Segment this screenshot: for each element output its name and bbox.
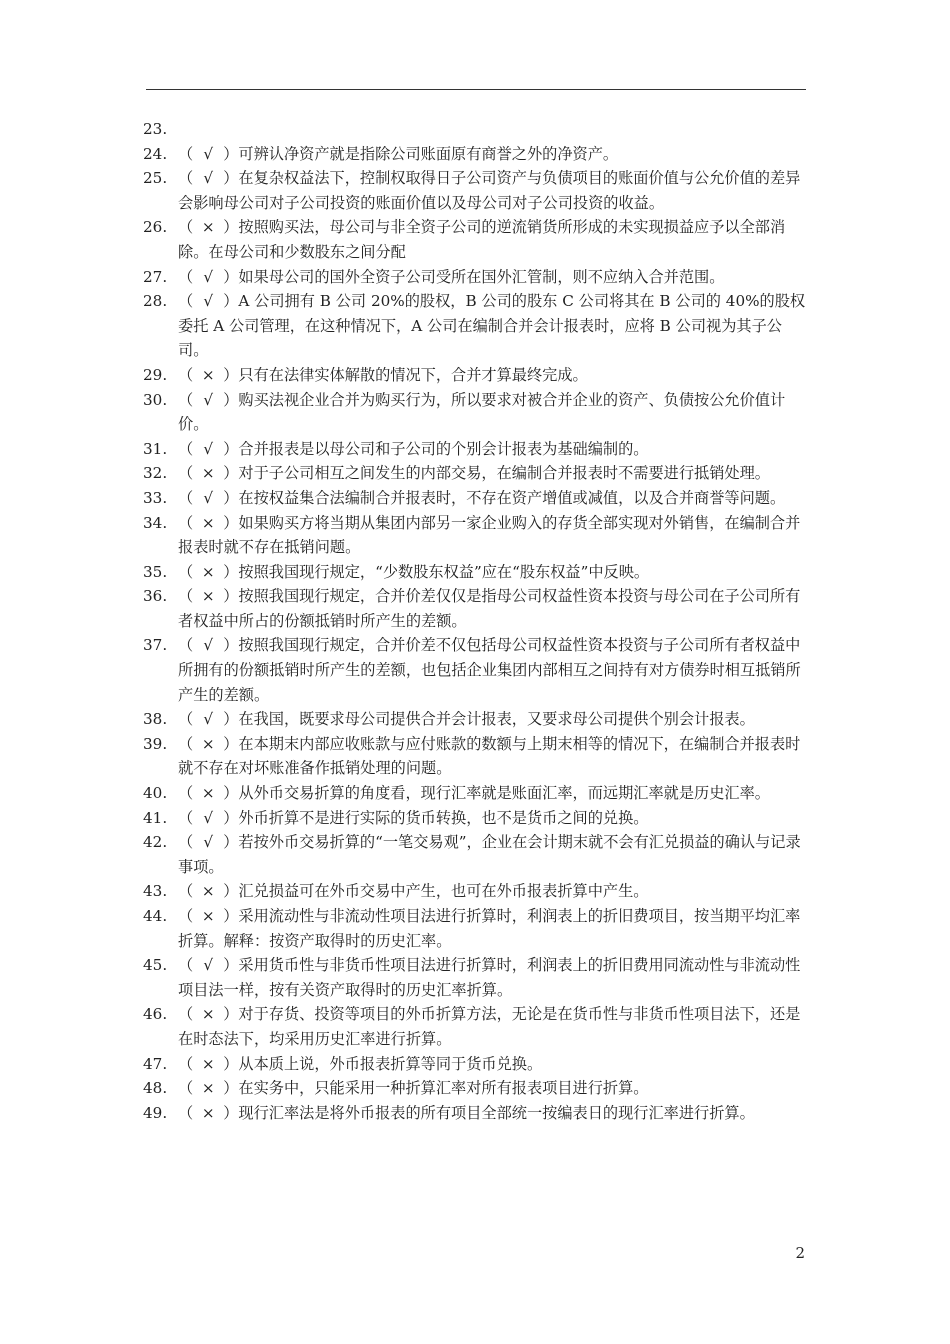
answer-mark: （ √ ） [178,806,238,831]
item-text: 在按权益集合法编制合并报表时，不存在资产增值或减值，以及合并商誉等问题。 [238,488,786,507]
answer-mark: （ × ） [178,1076,238,1101]
item-number: 36. [143,587,168,606]
item-text: 对于子公司相互之间发生的内部交易，在编制合并报表时不需要进行抵销处理。 [238,464,770,483]
item-text: 从本质上说，外币报表折算等同于货币兑换。 [238,1054,543,1073]
item-number: 37. [143,636,168,655]
item-body [178,584,809,633]
item-number: 33. [143,488,168,507]
answer-mark: （ √ ） [178,830,238,855]
item-text: 外币折算不是进行实际的货币转换，也不是货币之间的兑换。 [238,808,649,827]
list-item [143,879,809,904]
item-body [178,486,809,511]
answer-mark: （ √ ） [178,166,238,191]
answer-symbol: × [201,1103,215,1122]
list-item [143,117,809,142]
item-text: 合并报表是以母公司和子公司的个别会计报表为基础编制的。 [238,439,649,458]
answer-mark: （ × ） [178,904,238,929]
item-body [178,560,809,585]
list-item [143,437,809,462]
answer-symbol: √ [203,808,214,827]
list-item [143,584,809,633]
list-item [143,633,809,707]
answer-mark: （ √ ） [178,707,238,732]
list-item [143,363,809,388]
answer-mark: （ √ ） [178,486,238,511]
item-number: 43. [143,882,168,901]
list-item [143,1002,809,1051]
item-body [178,511,809,560]
answer-symbol: × [201,464,215,483]
answer-symbol: √ [203,956,214,975]
page-number: 2 [795,1244,805,1262]
item-number: 28. [143,292,168,311]
item-body [178,633,809,707]
answer-mark: （ × ） [178,879,238,904]
item-number: 34. [143,513,168,532]
item-body [178,953,809,1002]
answer-symbol: √ [203,488,214,507]
item-text: 在复杂权益法下，控制权取得日子公司资产与负债项目的账面价值与公允价值的差异会影响母公司对子公司投资的账面价值以及母公司对子公司投资的收益。 [178,169,801,212]
item-number: 30. [143,390,168,409]
list-item [143,806,809,831]
item-number: 44. [143,907,168,925]
list-item [143,707,809,732]
item-text: 如果母公司的国外全资子公司受所在国外汇管制，则不应纳入合并范围。 [238,267,725,286]
item-number: 25. [143,169,168,188]
item-body [178,265,809,290]
list-item [143,486,809,511]
answer-mark: （ × ） [178,363,238,388]
item-body [178,166,809,215]
answer-mark: （ × ） [178,732,238,757]
item-number: 24. [143,144,168,163]
answer-mark: （ √ ） [178,388,238,413]
item-body [178,461,809,486]
list-item [143,461,809,486]
answer-symbol: × [201,587,215,606]
item-body [178,289,809,363]
item-body [178,1101,809,1126]
item-text: 按照我国现行规定，合并价差仅仅是指母公司权益性资本投资与母公司在子公司所有者权益中所占的份额抵销时所产生的差额。 [178,587,801,630]
item-text: 对于存货、投资等项目的外币折算方法，无论是在货币性与非货币性项目法下，还是在时态法下，均采用历史汇率进行折算。 [178,1005,801,1048]
list-item [143,142,809,167]
answer-mark: （ × ） [178,1002,238,1027]
item-number: 31. [143,439,168,458]
list-item [143,904,809,953]
list-item [143,289,809,363]
item-body [178,1002,809,1051]
item-body [178,904,809,953]
item-text: 采用流动性与非流动性项目法进行折算时，利润表上的折旧费项目，按当期平均汇率折算。解释：按资产取得时的历史汇率。 [178,907,801,950]
list-item [143,781,809,806]
item-body [178,879,809,904]
list-item [143,388,809,437]
item-text: 按照我国现行规定，合并价差不仅包括母公司权益性资本投资与子公司所有者权益中所拥有的份额抵销时所产生的差额，也包括企业集团内部相互之间持有对方债券时相互抵销所产生的差额。 [178,636,801,704]
item-number: 46. [143,1005,168,1024]
answer-symbol: √ [203,144,214,163]
item-number: 39. [143,734,168,753]
answer-symbol: × [201,365,215,384]
item-number: 35. [143,562,168,581]
item-text: 现行汇率法是将外币报表的所有项目全部统一按编表日的现行汇率进行折算。 [238,1103,755,1122]
item-number: 32. [143,464,168,483]
answer-symbol: × [201,1054,215,1073]
item-body [178,830,809,879]
answer-mark: （ × ） [178,511,238,536]
item-text: 在我国，既要求母公司提供合并会计报表，又要求母公司提供个别会计报表。 [238,710,755,729]
answer-symbol: × [201,784,215,803]
answer-mark: （ √ ） [178,953,238,978]
answer-symbol: √ [203,169,214,188]
item-body [178,1052,809,1077]
item-number: 42. [143,833,168,852]
answer-symbol: × [201,1079,215,1098]
answer-mark: （ √ ） [178,289,238,314]
answer-mark: （ × ） [178,560,238,585]
answer-symbol: × [201,734,215,753]
item-number: 48. [143,1079,168,1098]
list-item [143,830,809,879]
item-number: 45. [143,956,168,975]
item-body [178,806,809,831]
list-item [143,732,809,781]
item-body [178,363,809,388]
item-body [178,1076,809,1101]
answer-mark: （ × ） [178,584,238,609]
item-number: 47. [143,1054,168,1073]
item-text: 在本期末内部应收账款与应付账款的数额与上期末相等的情况下，在编制合并报表时就不存在对坏账准备作抵销处理的问题。 [178,734,801,778]
answer-symbol: √ [203,833,214,852]
answer-symbol: √ [203,390,214,409]
item-body [178,732,809,781]
item-number: 40. [143,784,168,803]
item-text: 可辨认净资产就是指除公司账面原有商誉之外的净资产。 [238,144,619,163]
answer-symbol: × [201,907,215,925]
answer-mark: （ × ） [178,1101,238,1126]
list-item [143,1101,809,1126]
item-text: 购买法视企业合并为购买行为，所以要求对被合并企业的资产、负债按公允价值计价。 [178,390,786,434]
item-body [178,707,809,732]
item-text: 只有在法律实体解散的情况下，合并才算最终完成。 [238,365,588,384]
answer-symbol: × [201,882,215,901]
list-item [143,166,809,215]
item-body [178,781,809,806]
item-text: 汇兑损益可在外币交易中产生，也可在外币报表折算中产生。 [238,882,649,901]
item-number: 27. [143,267,168,286]
item-text: 按照购买法，母公司与非全资子公司的逆流销货所形成的未实现损益应予以全部消除。在母公司和少数股东之间分配 [178,218,786,261]
answer-mark: （ √ ） [178,265,238,290]
answer-mark: （ √ ） [178,437,238,462]
item-body [178,117,809,142]
item-text: 如果购买方将当期从集团内部另一家企业购入的存货全部实现对外销售，在编制合并报表时就不存在抵销问题。 [178,513,801,557]
list-item [143,560,809,585]
list-item [143,215,809,264]
list-item [143,1052,809,1077]
answer-symbol: √ [203,267,214,286]
answer-mark: （ × ） [178,1052,238,1077]
item-number: 41. [143,808,168,827]
answer-mark: （ × ） [178,215,238,240]
item-text: 按照我国现行规定，“少数股东权益”应在“股东权益”中反映。 [238,562,650,581]
item-body [178,437,809,462]
answer-mark: （ √ ） [178,633,238,658]
header-rule [146,89,806,90]
item-number: 49. [143,1103,168,1122]
question-list [143,117,809,1125]
item-number: 26. [143,218,168,237]
item-text: 从外币交易折算的角度看，现行汇率就是账面汇率，而远期汇率就是历史汇率。 [238,784,770,803]
item-text: 若按外币交易折算的“一笔交易观”，企业在会计期末就不会有汇兑损益的确认与记录事项。 [178,833,801,876]
item-text: 采用货币性与非货币性项目法进行折算时，利润表上的折旧费用同流动性与非流动性项目法一样，按有关资产取得时的历史汇率折算。 [178,956,801,999]
list-item [143,1076,809,1101]
item-body [178,388,809,437]
item-body [178,142,809,167]
answer-mark: （ × ） [178,461,238,486]
item-number: 29. [143,365,168,384]
item-text: 在实务中，只能采用一种折算汇率对所有报表项目进行折算。 [238,1079,649,1098]
answer-symbol: √ [203,292,214,311]
answer-symbol: × [201,218,215,237]
answer-mark: （ √ ） [178,142,238,167]
item-number: 23. [143,120,168,138]
answer-symbol: × [201,1005,215,1024]
list-item [143,265,809,290]
item-number: 38. [143,710,168,729]
item-body [178,215,809,264]
item-text: A 公司拥有 B 公司 20%的股权，B 公司的股东 C 公司将其在 B 公司的 40%的股权委托 A 公司管理，在这种情况下，A 公司在编制合并会计报表时，应将 B 公司视为其子公司。 [178,292,806,360]
answer-symbol: √ [203,710,214,729]
answer-symbol: √ [203,439,214,458]
answer-mark: （ × ） [178,781,238,806]
list-item [143,953,809,1002]
list-item [143,511,809,560]
answer-symbol: × [201,513,215,532]
answer-symbol: √ [203,636,214,655]
answer-symbol: × [201,562,215,581]
